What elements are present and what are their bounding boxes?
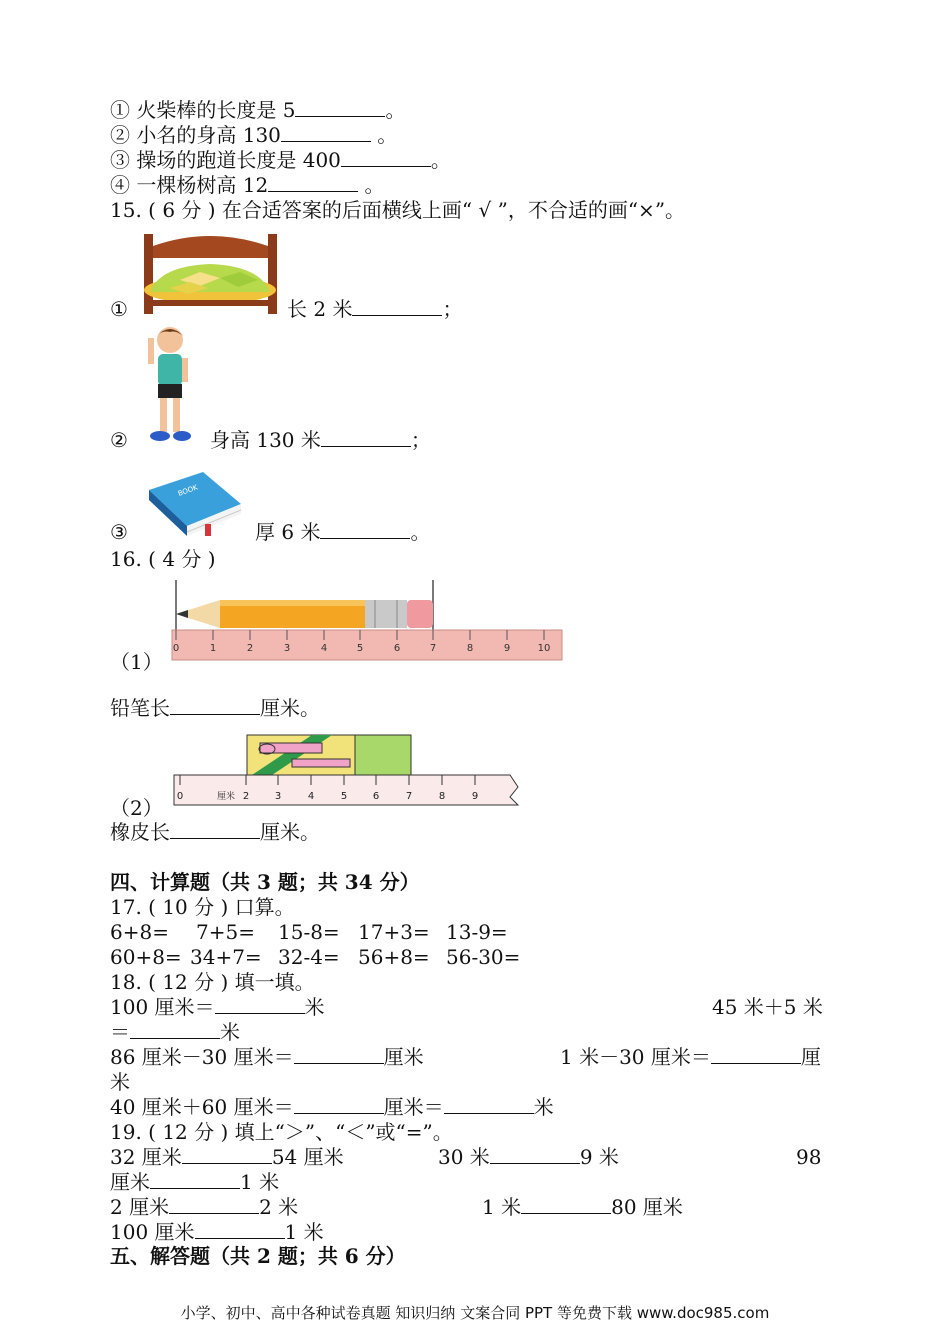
- q14-item-3-end: 。: [430, 148, 451, 172]
- boy-image: [140, 322, 200, 446]
- q18-l1-a: 100 厘米＝: [110, 995, 215, 1019]
- q19-line3-b: [482, 1195, 683, 1219]
- answer-blank[interactable]: [711, 1045, 801, 1064]
- ruler2-tick-label: 8: [438, 791, 446, 802]
- q14-item-4-text: ④ 一棵杨树高 12: [110, 173, 269, 197]
- q18-title: 18. ( 12 分 ) 填一填。: [110, 970, 315, 994]
- answer-blank[interactable]: [321, 428, 411, 447]
- q18-l2-b: 米: [220, 1020, 240, 1044]
- answer-blank[interactable]: [195, 1220, 285, 1239]
- ruler2-unit-label: 厘米: [216, 792, 236, 802]
- q18-l3-b: 厘米: [383, 1045, 424, 1069]
- eraser-ruler-figure: [172, 733, 522, 811]
- answer-blank[interactable]: [130, 1020, 220, 1039]
- ruler1-tick-label: 0: [172, 643, 180, 654]
- q19-line4: [110, 1220, 324, 1244]
- answer-blank[interactable]: [281, 123, 371, 142]
- q19-line1-b: [438, 1145, 619, 1169]
- q19-l3-c: 1 米: [482, 1195, 522, 1219]
- q16-part1-prefix: 铅笔长: [110, 696, 170, 720]
- q15-item-3-end: 。: [410, 520, 431, 544]
- q19-line1-c: 98: [796, 1145, 822, 1169]
- q17-r1-c5: 13-9=: [446, 920, 508, 944]
- q16-part2-answer: [110, 820, 320, 844]
- ruler1-tick-label: 10: [537, 643, 551, 654]
- q15-item-1-num: ①: [110, 297, 128, 321]
- answer-blank[interactable]: [295, 98, 385, 117]
- q14-item-2-end: 。: [370, 123, 398, 147]
- q18-line1-right: 45 米＋5 米: [712, 995, 823, 1019]
- ruler1-tick-label: 6: [393, 643, 401, 654]
- q17-r2-c4: 56+8=: [358, 945, 430, 969]
- q18-l1-b: 米: [304, 995, 325, 1019]
- q15-item-1-label: 长 2 米: [287, 297, 353, 321]
- q18-line4: 米: [110, 1070, 130, 1094]
- q14-item-4-end: 。: [358, 173, 385, 197]
- q16-part2-suffix: 厘米。: [260, 820, 320, 844]
- q15-item-3-text: [255, 520, 430, 544]
- q18-l3-d: 厘: [800, 1045, 821, 1069]
- q14-item-1-end: 。: [385, 98, 406, 122]
- answer-blank[interactable]: [170, 820, 260, 839]
- q14-item-1: [110, 98, 405, 122]
- q14-item-3-text: ③ 操场的跑道长度是 400: [110, 148, 341, 172]
- q18-line5: [110, 1095, 554, 1119]
- bed-image: [140, 230, 282, 316]
- q14-item-3: [110, 148, 451, 172]
- ruler1-tick-label: 1: [209, 643, 217, 654]
- answer-blank[interactable]: [521, 1195, 611, 1214]
- q17-r2-c1: 60+8=: [110, 945, 182, 969]
- answer-blank[interactable]: [170, 696, 260, 715]
- q18-l5-a: 40 厘米＋60 厘米＝: [110, 1095, 294, 1119]
- q18-l3-a: 86 厘米－30 厘米＝: [110, 1045, 294, 1069]
- answer-blank[interactable]: [169, 1195, 259, 1214]
- q18-l5-c: 米: [533, 1095, 554, 1119]
- q15-item-1-end: ；: [442, 297, 463, 321]
- q19-l4-a: 100 厘米: [110, 1220, 195, 1244]
- q17-r1-c2: 7+5=: [196, 920, 255, 944]
- ruler2-tick-label: 5: [340, 791, 348, 802]
- ruler2-tick-label: 3: [274, 791, 282, 802]
- q16-part2-prefix: 橡皮长: [110, 820, 170, 844]
- q18-line1: [110, 995, 325, 1019]
- q15-item-2-num: ②: [110, 428, 128, 452]
- answer-blank[interactable]: [444, 1095, 534, 1114]
- q17-r1-c4: 17+3=: [358, 920, 430, 944]
- q19-line3-a: [110, 1195, 298, 1219]
- q18-line3-right: [560, 1045, 821, 1069]
- answer-blank[interactable]: [490, 1145, 580, 1164]
- section5-title: 五、解答题（共 2 题；共 6 分）: [110, 1244, 406, 1268]
- q16-part1-num: （1）: [110, 650, 163, 674]
- q19-l1-c: 30 米: [438, 1145, 490, 1169]
- q15-item-1-text: [287, 297, 462, 321]
- q17-r1-c3: 15-8=: [278, 920, 340, 944]
- ruler2-tick-label: 2: [242, 791, 250, 802]
- answer-blank[interactable]: [341, 148, 431, 167]
- ruler1-tick-label: 2: [246, 643, 254, 654]
- ruler1-tick-label: 4: [320, 643, 328, 654]
- q19-l3-b: 2 米: [259, 1195, 299, 1219]
- answer-blank[interactable]: [320, 520, 410, 539]
- answer-blank[interactable]: [268, 173, 358, 192]
- ruler2-tick-label: 6: [372, 791, 380, 802]
- book-image: [145, 468, 245, 540]
- q14-item-2-text: ② 小名的身高 130: [110, 123, 281, 147]
- q19-l3-a: 2 厘米: [110, 1195, 170, 1219]
- page-footer: 小学、初中、高中各种试卷真题 知识归纳 文案合同 PPT 等免费下载 www.doc985.com: [180, 1304, 770, 1322]
- q19-line2: [110, 1170, 279, 1194]
- book-label: BOOK: [176, 483, 199, 498]
- answer-blank[interactable]: [294, 1045, 384, 1064]
- q18-l2-a: ＝: [110, 1020, 130, 1044]
- answer-blank[interactable]: [294, 1095, 384, 1114]
- q15-item-1: [110, 297, 128, 321]
- ruler1-tick-label: 5: [356, 643, 364, 654]
- ruler1-tick-label: 9: [503, 643, 511, 654]
- q18-line2: [110, 1020, 240, 1044]
- ruler1-tick-label: 7: [429, 643, 437, 654]
- ruler1-tick-label: 3: [283, 643, 291, 654]
- q18-line3: [110, 1045, 424, 1069]
- q19-l2-a: 厘米: [110, 1170, 150, 1194]
- q19-l2-b: 1 米: [240, 1170, 280, 1194]
- q15-item-2-label: 身高 130 米: [210, 428, 321, 452]
- ruler2-tick-label: 7: [405, 791, 413, 802]
- q18-l5-b: 厘米＝: [383, 1095, 444, 1119]
- q17-title: 17. ( 10 分 ) 口算。: [110, 895, 295, 919]
- q19-title: 19. ( 12 分 ) 填上“＞”、“＜”或“=”。: [110, 1120, 453, 1144]
- q17-r1-c1: 6+8=: [110, 920, 169, 944]
- q15-item-3-label: 厚 6 米: [255, 520, 321, 544]
- q15-item-3-num: ③: [110, 520, 128, 544]
- q17-r2-c5: 56-30=: [446, 945, 521, 969]
- ruler2-tick-label: 4: [307, 791, 315, 802]
- q15-title: 15. ( 6 分 ) 在合适答案的后面横线上画“ √ ”，不合适的画“×”。: [110, 198, 686, 222]
- pencil-ruler-figure: [170, 578, 565, 662]
- ruler2-tick-label: 9: [471, 791, 479, 802]
- ruler1-tick-label: 8: [466, 643, 474, 654]
- answer-blank[interactable]: [352, 297, 442, 316]
- q19-l3-d: 80 厘米: [611, 1195, 683, 1219]
- q19-l1-b: 54 厘米: [271, 1145, 344, 1169]
- q16-part2-num: （2）: [110, 796, 163, 820]
- q17-r2-c2: 34+7=: [190, 945, 262, 969]
- q14-item-4: [110, 173, 385, 197]
- q19-l1-a: 32 厘米: [110, 1145, 182, 1169]
- ruler2-tick-label: 0: [176, 791, 184, 802]
- q15-item-2: [110, 428, 128, 452]
- q15-item-2-end: ；: [410, 428, 431, 452]
- q18-l3-c: 1 米－30 厘米＝: [560, 1045, 711, 1069]
- q17-r2-c3: 32-4=: [278, 945, 340, 969]
- q14-item-1-text: ① 火柴棒的长度是 5: [110, 98, 296, 122]
- answer-blank[interactable]: [182, 1145, 272, 1164]
- answer-blank[interactable]: [215, 995, 305, 1014]
- q16-part1-suffix: 厘米。: [260, 696, 320, 720]
- q19-line1-a: [110, 1145, 344, 1169]
- section4-title: 四、计算题（共 3 题；共 34 分）: [110, 870, 420, 894]
- answer-blank[interactable]: [150, 1170, 240, 1189]
- q19-l1-d: 9 米: [579, 1145, 619, 1169]
- q19-l4-b: 1 米: [284, 1220, 324, 1244]
- q15-item-3: [110, 520, 128, 544]
- q16-title: 16. ( 4 分 ): [110, 547, 216, 571]
- q14-item-2: [110, 123, 397, 147]
- q16-part1-answer: [110, 696, 320, 720]
- q15-item-2-text: [210, 428, 431, 452]
